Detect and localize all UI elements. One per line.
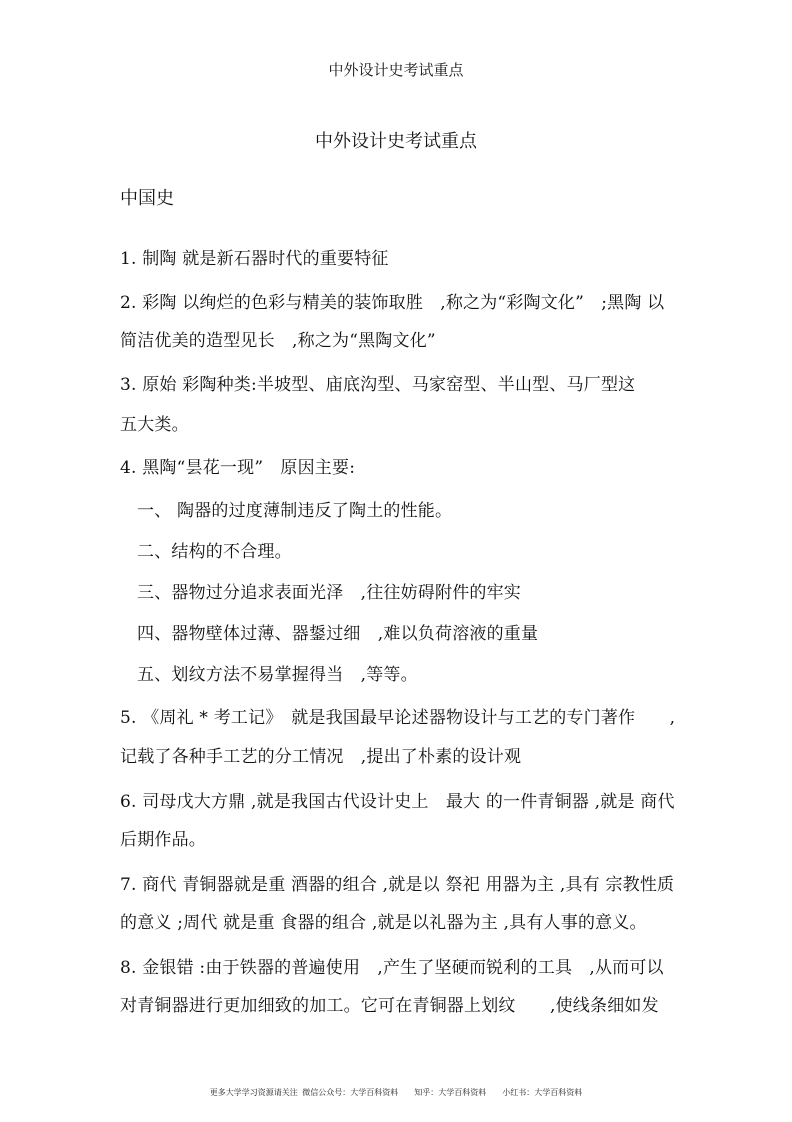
section-heading: 中国史 xyxy=(120,188,174,209)
body-line: 记载了各种手工艺的分工情况 ,提出了朴素的设计观 xyxy=(120,747,522,767)
body-line: 7. 商代 青铜器就是重 酒器的组合 ,就是以 祭祀 用器为主 ,具有 宗教性质 xyxy=(120,875,675,895)
body-line: 五、划纹方法不易掌握得当 ,等等。 xyxy=(137,665,418,685)
body-line: 后期作品。 xyxy=(120,830,206,850)
body-line: 三、器物过分追求表面光泽 ,往往妨碍附件的牢实 xyxy=(137,583,522,603)
body-line: 五大类。 xyxy=(120,415,189,435)
body-line: 四、器物壁体过薄、器鋬过细 ,难以负荷溶液的重量 xyxy=(137,624,539,644)
document-title: 中外设计史考试重点 xyxy=(315,131,477,152)
body-line: 2. 彩陶 以绚烂的色彩与精美的装饰取胜 ,称之为“彩陶文化” ;黑陶 以 xyxy=(120,293,665,313)
body-line: 4. 黑陶“昙花一现” 原因主要: xyxy=(120,458,356,478)
body-line: 简洁优美的造型见长 ,称之为“黑陶文化” xyxy=(120,331,436,351)
page-footer: 更多大学学习资源请关注 微信公众号：大学百科资料 知乎：大学百科资料 小红书：大学百科资料 xyxy=(209,1088,583,1097)
running-header: 中外设计史考试重点 xyxy=(328,61,464,79)
body-line: 二、结构的不合理。 xyxy=(137,542,292,562)
body-line: 3. 原始 彩陶种类:半坡型、庙底沟型、马家窑型、半山型、马厂型这 xyxy=(120,375,636,395)
body-line: 的意义 ;周代 就是重 食器的组合 ,就是以礼器为主 ,具有人事的意义。 xyxy=(120,913,647,933)
body-line: 6. 司母戊大方鼎 ,就是我国古代设计史上 最大 的一件青铜器 ,就是 商代 xyxy=(120,792,675,812)
body-line: 一、 陶器的过度薄制违反了陶土的性能。 xyxy=(137,501,453,521)
body-line: 对青铜器进行更加细致的加工。它可在青铜器上划纹 ,使线条细如发 xyxy=(120,996,659,1016)
body-line: 8. 金银错 :由于铁器的普遍使用 ,产生了坚硬而锐利的工具 ,从而可以 xyxy=(120,958,664,978)
body-line: 5. 《周礼 * 考工记》 就是我国最早论述器物设计与工艺的专门著作 , xyxy=(120,708,676,728)
body-line: 1. 制陶 就是新石器时代的重要特征 xyxy=(120,249,389,269)
